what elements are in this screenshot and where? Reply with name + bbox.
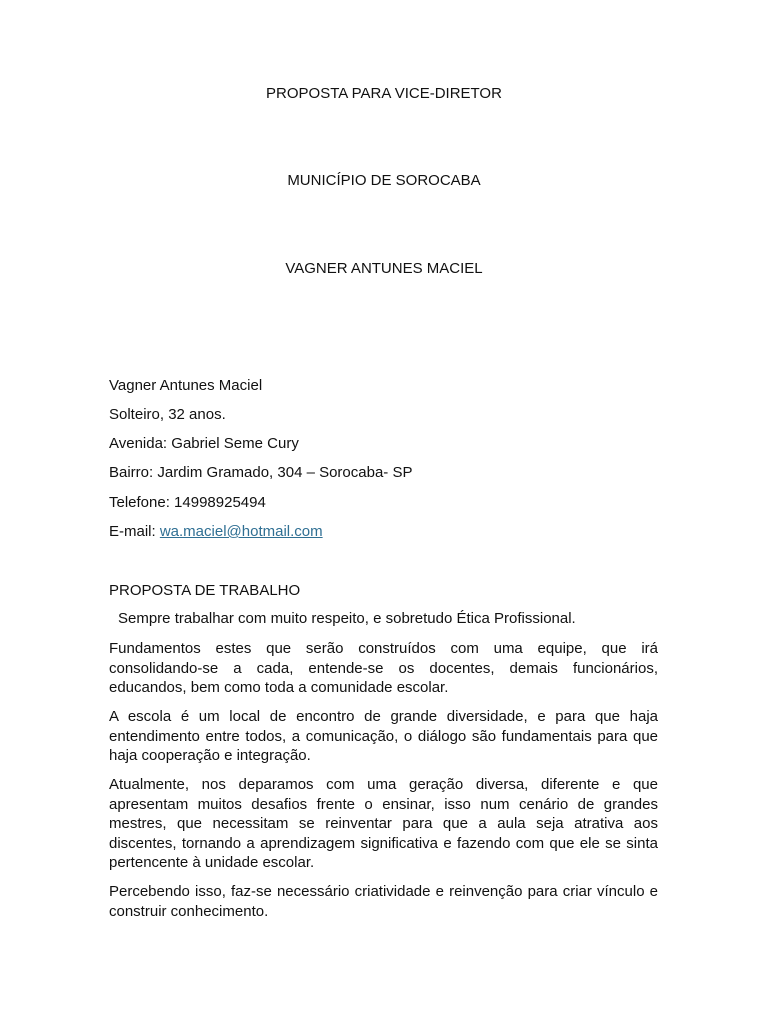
personal-address: Avenida: Gabriel Seme Cury bbox=[109, 435, 299, 452]
proposal-paragraph-1: Sempre trabalhar com muito respeito, e sobretudo Ética Profissional. bbox=[118, 610, 576, 627]
document-title: PROPOSTA PARA VICE-DIRETOR bbox=[266, 85, 502, 102]
proposal-paragraph-2: Fundamentos estes que serão construídos com uma equipe, que irá consolidando-se a cada, entende-se os docentes, demais funcionários, educandos, bem como toda a comunidade escolar. bbox=[109, 640, 658, 696]
personal-status: Solteiro, 32 anos. bbox=[109, 406, 226, 423]
proposal-paragraph-3: A escola é um local de encontro de grande diversidade, e para que haja entendimento entre todos, a comunicação, o diálogo são fundamentais para que haja cooperação e integração. bbox=[109, 708, 658, 764]
email-label: E-mail: bbox=[109, 523, 156, 540]
personal-name: Vagner Antunes Maciel bbox=[109, 377, 263, 394]
proposal-paragraph-4: Atualmente, nos deparamos com uma geração diversa, diferente e que apresentam muitos desafios frente o ensinar, isso num cenário de grandes mestres, que necessitam se reinventar para que a aula seja atrativa aos discentes, tornando a aprendizagem significativa e fazendo com que ele se sinta pertencente à unidade escolar. bbox=[109, 776, 658, 871]
personal-email-line bbox=[109, 523, 669, 541]
personal-neighborhood: Bairro: Jardim Gramado, 304 – Sorocaba- SP bbox=[109, 464, 413, 481]
municipality-heading: MUNICÍPIO DE SOROCABA bbox=[287, 172, 481, 189]
email-link[interactable]: wa.maciel@hotmail.com bbox=[159, 523, 323, 540]
personal-phone: Telefone: 14998925494 bbox=[109, 494, 266, 511]
proposal-heading: PROPOSTA DE TRABALHO bbox=[109, 582, 301, 599]
author-heading: VAGNER ANTUNES MACIEL bbox=[285, 260, 483, 277]
proposal-paragraph-5: Percebendo isso, faz-se necessário criatividade e reinvenção para criar vínculo e construir conhecimento. bbox=[109, 883, 658, 920]
